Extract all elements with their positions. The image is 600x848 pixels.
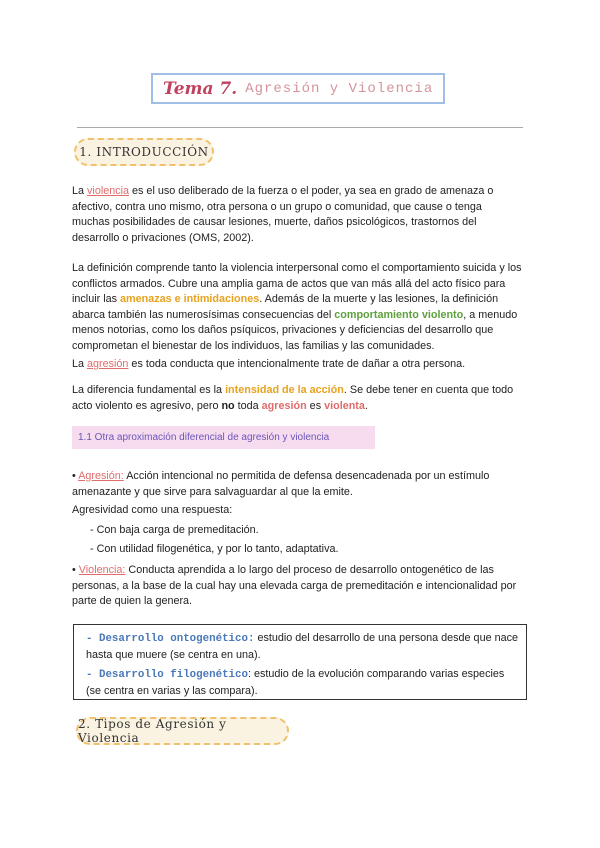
term-agresion-bullet: Agresión: xyxy=(78,470,124,482)
section-heading-tipos: 2. Tipos de Agresión y Violencia xyxy=(76,717,289,745)
def-filogenetico: - Desarrollo filogenético: estudio de la evolución comparando varias especies (se centra en varias y las compara). xyxy=(86,668,505,697)
paragraph-violencia-definition: La violencia es el uso deliberado de la fuerza o el poder, ya sea en grado de amenaza o afectivo, contra uno mismo, otra persona o un grupo o comunidad, que cause o tenga muchas posibilidades de causar lesiones, muerte, daños psicológicos, trastornos del desarrollo o privaciones (OMS, 2002). xyxy=(72,185,494,244)
def-ontogenetico: - Desarrollo ontogenético: estudio del desarrollo de una persona desde que nace hasta que muere (se centra en una). xyxy=(86,632,518,661)
term-intensidad: intensidad de la acción xyxy=(225,384,344,396)
list-item: - Con utilidad filogenética, y por lo tanto, adaptativa. xyxy=(90,543,339,555)
term-violencia-bullet: Violencia: xyxy=(78,564,126,576)
term-comportamiento-violento: comportamiento violento xyxy=(334,308,464,321)
term-amenazas: amenazas e intimidaciones xyxy=(120,293,260,305)
list-item: - Con baja carga de premeditación. xyxy=(90,523,259,536)
bullet-violencia: • Violencia: Conducta aprendida a lo largo del proceso de desarrollo ontogenético de las personas, a la base de la cual hay una elevada carga de premeditación e intencionalidad por parte de quien la genera. xyxy=(72,564,517,607)
paragraph-definition-scope: La definición comprende tanto la violencia interpersonal como el comportamiento suicida y los conflictos armados. Cubre una amplia gama de actos que van más allá del acto físico para incluir las amenazas e intimidaciones. Además de la muerte y las lesiones, la definición abarca también las numerosísimas consecuencias del comportamiento violento, a menudo menos notorias, como los daños psíquicos, privaciones y deficiencias del desarrollo que comprometan el bienestar de los individuos, las familias y las comunidades. xyxy=(72,262,522,352)
definitions-box xyxy=(73,624,527,700)
title-subtitle: Agresión y Violencia xyxy=(245,80,434,97)
agresividad-intro: Agresividad como una respuesta: xyxy=(72,504,233,516)
divider xyxy=(77,127,523,128)
paragraph-diferencia: La diferencia fundamental es la intensidad de la acción. Se debe tener en cuenta que todo acto violento es agresivo, pero no toda agresión es violenta. xyxy=(72,384,514,412)
term-agresion: agresión xyxy=(87,358,129,370)
subheading-otra-aproximacion: 1.1 Otra aproximación diferencial de agresión y violencia xyxy=(72,426,375,449)
section-heading-introduccion: 1. INTRODUCCIÓN xyxy=(74,138,214,166)
paragraph-agresion-definition: La agresión es toda conducta que intencionalmente trate de dañar a otra persona. xyxy=(72,358,466,370)
bullet-agresion: • Agresión: Acción intencional no permitida de defensa desencadenada por un estímulo amenazante y que sirve para salvaguardar al que la emite. xyxy=(72,470,490,498)
title-tema: Tema 7. xyxy=(163,78,238,99)
title-box xyxy=(151,73,445,104)
term-violencia: violencia xyxy=(87,185,130,197)
agresividad-list xyxy=(72,503,512,558)
